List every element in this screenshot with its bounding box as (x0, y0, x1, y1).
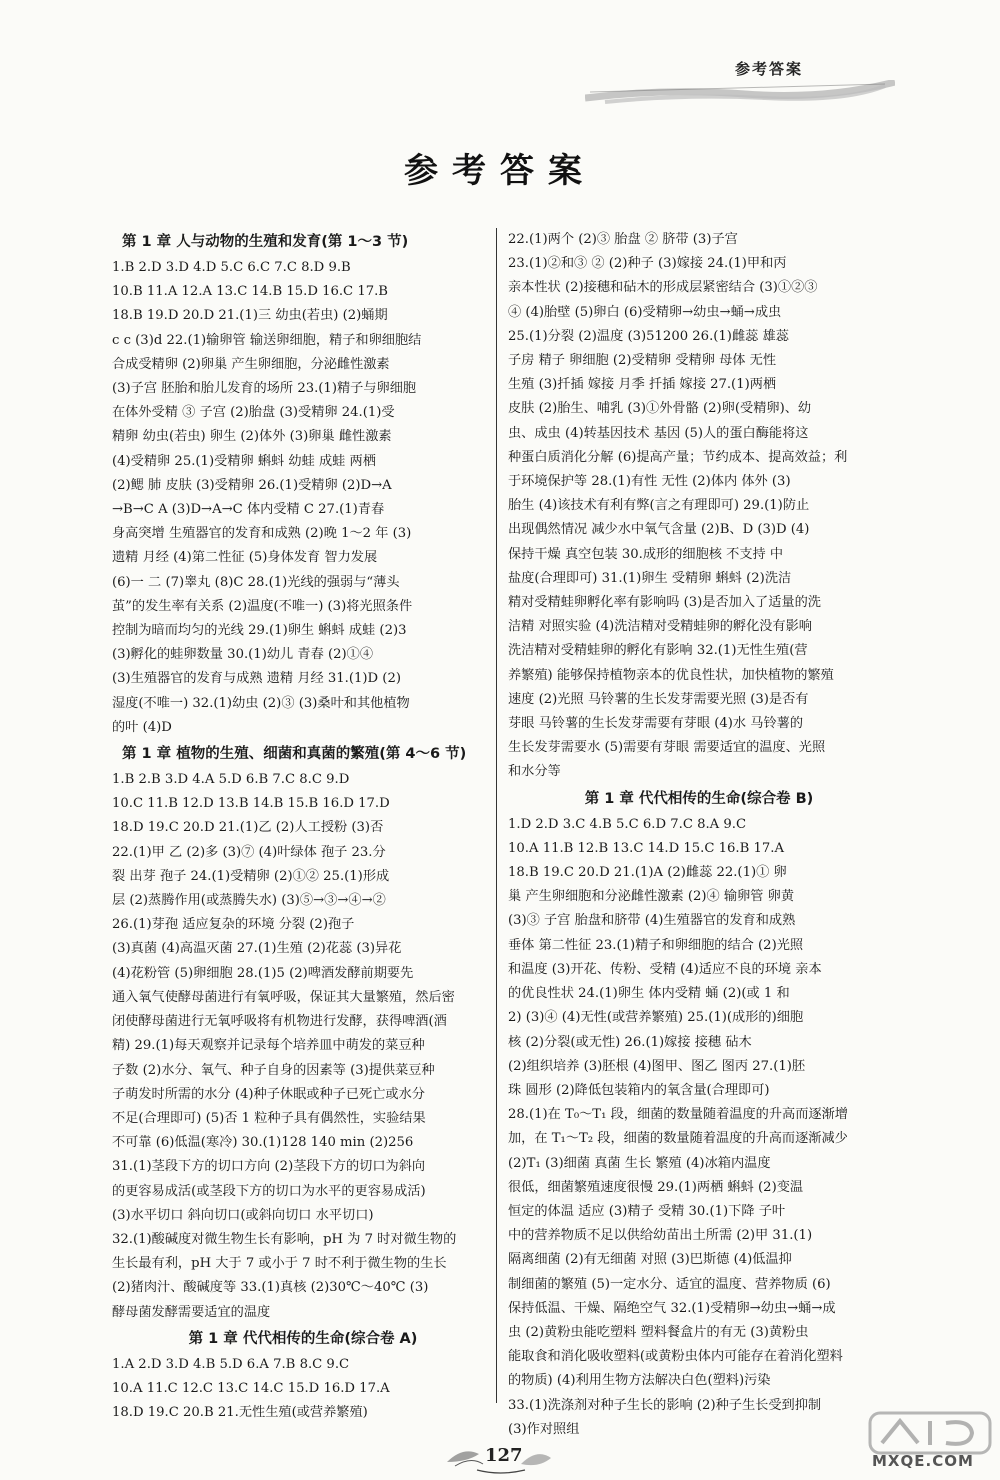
answer-line: 32.(1)酸碱度对微生物生长有影响，pH 为 7 时对微生物的 (112, 1231, 457, 1247)
answer-line: (3)真菌 (4)高温灭菌 27.(1)生殖 (2)花蕊 (3)异花 (112, 941, 402, 957)
answer-line: 很低，细菌繁殖速度很慢 29.(1)两栖 蝌蚪 (2)变温 (508, 1179, 804, 1195)
answer-line: 生殖 (3)扦插 嫁接 月季 扦插 嫁接 27.(1)两栖 (508, 377, 777, 393)
answer-line: 子萌发时所需的水分 (4)种子休眠或种子已死亡或水分 (112, 1086, 425, 1102)
answer-line: 核 (2)分裂(或无性) 26.(1)嫁接 接穗 砧木 (508, 1034, 752, 1050)
answer-line: 生长发芽需要水 (5)需要有芽眼 需要适宜的温度、光照 (508, 740, 826, 756)
watermark-url: MXQE.COM (872, 1452, 974, 1470)
answer-line: (3)③ 子宫 胎盘和脐带 (4)生殖器官的发育和成熟 (508, 913, 796, 929)
answer-line: ④ (4)胎壁 (5)卵白 (6)受精卵→幼虫→蛹→成虫 (508, 304, 782, 320)
answer-line: 10.C 11.B 12.D 13.B 14.B 15.B 16.D 17.D (112, 796, 390, 812)
answer-line: 保持干燥 真空包装 30.成形的细胞核 不支持 中 (508, 546, 784, 562)
right-answer-column (508, 228, 890, 1442)
answer-line: 加，在 T₁～T₂ 段，细菌的数量随着温度的升高而逐渐减少 (508, 1131, 848, 1147)
answer-line: 出现偶然情况 减少水中氧气含量 (2)B、D (3)D (4) (508, 522, 810, 538)
answer-line: c c (3)d 22.(1)输卵管 输送卵细胞，精子和卵细胞结 (112, 332, 422, 348)
answer-line: 22.(1)两个 (2)③ 胎盘 ② 脐带 (3)子宫 (508, 232, 738, 247)
answer-line: 洗洁精对受精蛙卵的孵化有影响 32.(1)无性生殖(营 (508, 643, 808, 659)
answer-line: 1.D 2.D 3.C 4.B 5.C 6.D 7.C 8.A 9.C (508, 816, 747, 832)
answer-line: (2)T₁ (3)细菌 真菌 生长 繁殖 (4)冰箱内温度 (508, 1155, 771, 1171)
answer-line: 精对受精蛙卵孵化率有影响吗 (3)是否加入了适量的洗 (508, 595, 821, 611)
answer-line: 洁精 对照实验 (4)洗洁精对受精蛙卵的孵化没有影响 (508, 619, 812, 635)
section-title: 第 1 章 代代相传的生命(综合卷 A) (188, 1330, 418, 1347)
answer-line: 10.A 11.B 12.B 13.C 14.D 15.C 16.B 17.A (508, 840, 784, 856)
answer-line: 28.(1)在 T₀～T₁ 段，细菌的数量随着温度的升高而逐渐增 (508, 1107, 848, 1123)
answer-line: 10.A 11.C 12.C 13.C 14.C 15.D 16.D 17.A (112, 1380, 390, 1396)
answer-line: 裂 出芽 孢子 24.(1)受精卵 (2)①② 25.(1)形成 (112, 868, 390, 884)
answer-line: 的优良性状 24.(1)卵生 体内受精 蛹 (2)(或 1 和 (508, 986, 790, 1002)
answer-line: 子数 (2)水分、氧气、种子自身的因素等 (3)提供菜豆种 (112, 1062, 435, 1078)
answer-line: 和水分等 (508, 764, 561, 780)
answer-line: 18.D 19.C 20.D 21.(1)乙 (2)人工授粉 (3)否 (112, 820, 384, 836)
answer-line: 不足(合理即可) (5)否 1 粒种子具有偶然性，实验结果 (112, 1110, 426, 1126)
answer-line: 18.B 19.C 20.D 21.(1)A (2)雌蕊 22.(1)① 卵 (508, 865, 787, 881)
answer-line: 中的营养物质不足以供给幼苗出土所需 (2)甲 31.(1) (508, 1228, 813, 1244)
answer-line: 亲本性状 (2)接穗和砧木的形成层紧密结合 (3)①②③ (508, 280, 818, 296)
answer-line: (3)孵化的蛙卵数量 30.(1)幼儿 青春 (2)①④ (112, 647, 374, 663)
answer-line: 控制为暗而均匀的光线 29.(1)卵生 蝌蚪 成蛙 (2)3 (112, 623, 407, 639)
answer-line: 生长最有利，pH 大于 7 或小于 7 时不利于微生物的生长 (112, 1256, 447, 1272)
left-answer-column (112, 228, 494, 1425)
answer-line: (3)生殖器官的发育与成熟 遗精 月经 31.(1)D (2) (112, 671, 401, 687)
answer-line: 33.(1)洗涤剂对种子生长的影响 (2)种子生长受到抑制 (508, 1397, 822, 1413)
answer-line: 的物质) (4)利用生物方法解决白色(塑料)污染 (508, 1373, 771, 1389)
answer-line: 虫、成虫 (4)转基因技术 基因 (5)人的蛋白酶能将这 (508, 425, 809, 441)
answer-line: →B→C A (3)D→A→C 体内受精 C 27.(1)青春 (112, 502, 385, 518)
page-title: 参考答案 (404, 151, 596, 191)
answer-line: 养繁殖) 能够保持植物亲本的优良性状，加快植物的繁殖 (508, 667, 834, 683)
answer-line: 的叶 (4)D (112, 719, 172, 735)
answer-line: 1.A 2.D 3.D 4.B 5.D 6.A 7.B 8.C 9.C (112, 1356, 350, 1372)
column-divider (496, 228, 497, 1403)
answer-line: 皮肤 (2)胎生、哺乳 (3)①外骨骼 (2)卵(受精卵)、幼 (508, 401, 812, 417)
answer-line: 合成受精卵 (2)卵巢 产生卵细胞，分泌雌性激素 (112, 356, 390, 372)
answer-line: 胎生 (4)该技术有利有弊(言之有理即可) 29.(1)防止 (508, 498, 810, 514)
answer-line: 不可靠 (6)低温(寒冷) 30.(1)128 140 min (2)256 (112, 1135, 414, 1151)
answer-line: (2)组织培养 (3)胚根 (4)图甲、图乙 图丙 27.(1)胚 (508, 1058, 806, 1074)
answer-line: 1.B 2.B 3.D 4.A 5.D 6.B 7.C 8.C 9.D (112, 772, 350, 788)
answer-line: (3)水平切口 斜向切口(或斜向切口 水平切口) (112, 1207, 374, 1223)
answer-line: 芽眼 马铃薯的生长发芽需要有芽眼 (4)水 马铃薯的 (508, 716, 804, 732)
answer-line: (4)花粉管 (5)卵细胞 28.(1)5 (2)啤酒发酵前期要先 (112, 965, 414, 981)
page-number-ornament (445, 1440, 555, 1476)
answer-line: 1.B 2.D 3.D 4.D 5.C 6.C 7.C 8.D 9.B (112, 260, 351, 275)
header-decoration (585, 80, 895, 108)
answer-line: (3)作对照组 (508, 1421, 580, 1437)
answer-line: 珠 圆形 (2)降低包装箱内的氧含量(合理即可) (508, 1082, 770, 1098)
section-title: 第 1 章 人与动物的生殖和发育(第 1～3 节) (122, 234, 409, 250)
answer-line: 能取食和消化吸收塑料(或黄粉虫体内可能存在着消化塑料 (508, 1349, 843, 1365)
answer-line: 湿度(不唯一) 32.(1)幼虫 (2)③ (3)桑叶和其他植物 (112, 695, 410, 711)
answer-line: 23.(1)②和③ ② (2)种子 (3)嫁接 24.(1)甲和丙 (508, 256, 787, 272)
answer-line: 层 (2)蒸腾作用(或蒸腾失水) (3)⑤→③→④→② (112, 893, 386, 909)
answer-line: 的更容易成活(或茎段下方的切口为水平的更容易成活) (112, 1183, 426, 1199)
answer-line: 巢 产生卵细胞和分泌雌性激素 (2)④ 输卵管 卵黄 (508, 889, 795, 905)
answer-line: 保持低温、干燥、隔绝空气 32.(1)受精卵→幼虫→蛹→成 (508, 1300, 836, 1316)
answer-line: 速度 (2)光照 马铃薯的生长发芽需要光照 (3)是否有 (508, 691, 809, 707)
answer-line: 垂体 第二性征 23.(1)精子和卵细胞的结合 (2)光照 (508, 937, 804, 953)
answer-line: 精卵 幼虫(若虫) 卵生 (2)体外 (3)卵巢 雌性激素 (112, 429, 392, 445)
section-title: 第 1 章 植物的生殖、细菌和真菌的繁殖(第 4～6 节) (122, 746, 467, 763)
header-label: 参考答案 (735, 60, 804, 78)
answer-line: 18.B 19.D 20.D 21.(1)三 幼虫(若虫) (2)蛹期 (112, 308, 388, 324)
answer-line: 在体外受精 ③ 子宫 (2)胎盘 (3)受精卵 24.(1)受 (112, 405, 395, 421)
answer-line: 25.(1)分裂 (2)温度 (3)51200 26.(1)雌蕊 雄蕊 (508, 328, 789, 344)
answer-line: 茧”的发生率有关系 (2)温度(不唯一) (3)将光照条件 (112, 598, 413, 614)
answer-line: 虫 (2)黄粉虫能吃塑料 塑料餐盒片的有无 (3)黄粉虫 (508, 1324, 809, 1340)
answer-line: 酵母菌发酵需要适宜的温度 (112, 1304, 271, 1320)
answer-line: 通入氧气使酵母菌进行有氧呼吸，保证其大量繁殖，然后密 (112, 989, 455, 1005)
answer-line: 10.B 11.A 12.A 13.C 14.B 15.D 16.C 17.B (112, 284, 388, 300)
answer-line: 22.(1)甲 乙 (2)多 (3)⑦ (4)叶绿体 孢子 23.分 (112, 844, 386, 860)
answer-line: 闭使酵母菌进行无氧呼吸将有机物进行发酵，获得啤酒(酒 (112, 1014, 447, 1030)
answer-line: 26.(1)芽孢 适应复杂的环境 分裂 (2)孢子 (112, 917, 355, 933)
answer-line: 隔离细菌 (2)有无细菌 对照 (3)巴斯德 (4)低温抑 (508, 1252, 792, 1268)
answer-line: 制细菌的繁殖 (5)一定水分、适宜的温度、营养物质 (6) (508, 1276, 831, 1292)
answer-line: 恒定的体温 适应 (3)精子 受精 30.(1)下降 子叶 (508, 1203, 786, 1219)
answer-line: (6)一 二 (7)睾丸 (8)C 28.(1)光线的强弱与“薄头 (112, 574, 400, 590)
answer-line: 子房 精子 卵细胞 (2)受精卵 受精卵 母体 无性 (508, 353, 777, 369)
answer-line: (3)子宫 胚胎和胎儿发育的场所 23.(1)精子与卵细胞 (112, 381, 417, 397)
answer-line: 和温度 (3)开花、传粉、受精 (4)适应不良的环境 亲本 (508, 961, 822, 977)
page-number: 127 (485, 1445, 523, 1466)
answer-line: 18.D 19.C 20.B 21.无性生殖(或营养繁殖) (112, 1405, 368, 1421)
answer-line: 31.(1)茎段下方的切口方向 (2)茎段下方的切口为斜向 (112, 1159, 426, 1175)
answer-line: (2)猪肉汁、酸碱度等 33.(1)真核 (2)30℃～40℃ (3) (112, 1280, 429, 1296)
answer-line: (4)受精卵 25.(1)受精卵 蝌蚪 幼蛙 成蛙 两栖 (112, 453, 376, 469)
answer-line: 2) (3)④ (4)无性(或营养繁殖) 25.(1)(成形的)细胞 (508, 1010, 804, 1026)
answer-line: 于环境保护等 28.(1)有性 无性 (2)体内 体外 (3) (508, 474, 791, 490)
section-title: 第 1 章 代代相传的生命(综合卷 B) (584, 790, 814, 807)
answer-line: 种蛋白质消化分解 (6)提高产量；节约成本、提高效益；利 (508, 449, 848, 465)
answer-line: 身高突增 生殖器官的发育和成熟 (2)晚 1～2 年 (3) (112, 526, 412, 542)
answer-line: 盐度(合理即可) 31.(1)卵生 受精卵 蝌蚪 (2)洗洁 (508, 570, 792, 586)
answer-line: (2)鳃 肺 皮肤 (3)受精卵 26.(1)受精卵 (2)D→A (112, 477, 392, 493)
answer-line: 遗精 月经 (4)第二性征 (5)身体发育 智力发展 (112, 550, 378, 566)
answer-line: 精) 29.(1)每天观察并记录每个培养皿中萌发的菜豆种 (112, 1038, 425, 1054)
